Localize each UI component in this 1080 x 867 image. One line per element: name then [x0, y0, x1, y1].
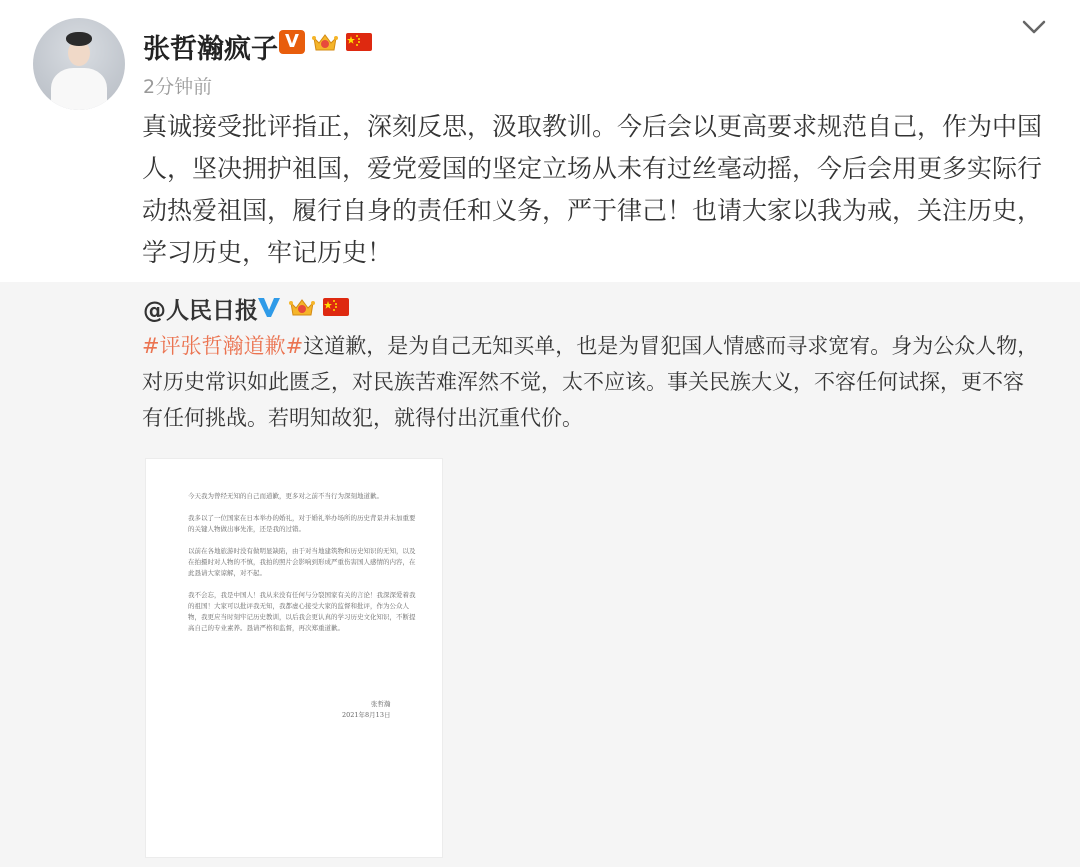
- post-card: [0, 0, 1080, 282]
- china-flag-icon[interactable]: [345, 30, 373, 54]
- china-flag-icon[interactable]: [322, 295, 350, 323]
- repost-body: 这道歉，是为自己无知买单，也是为冒犯国人情感而寻求宽宥。身为公众人物，对历史常识如此匮乏，对民族苦难浑然不觉，太不应该。事关民族大义，不容任何试探，更不容有任何挑战。若明知故犯，就得付出沉重代价。: [142, 334, 1039, 430]
- letter-body: 今天我为曾经无知的自己而道歉，更多对之前不当行为深刻地道歉。 我多以了一位国家在日本举办的婚礼，对于婚礼举办场所的历史背景并未加重要的关键人物做出事先准，还是我的过错。 以前在各地旅游时没有做明显缺陷，由于对当地建筑物和历史知识的无知，以及在拍摄时对人物的不慎，我拍的照片会影响到形成严重伤害国人感情的内容，在此恳请大家谅解，对不起。 我不会忘，我是中国人！我从来没有任何与分裂国家有关的言论！我深深爱着我的祖国！大家可以批评我无知，我都虚心接受大家的监督和批评，作为公众人物，我更应当时刻牢记历史教训，以后我会更认真的学习历史文化知识，不断提高自己的专业素养。恳请严格和监督，再次郑重道歉。: [188, 492, 416, 632]
- verified-blue-v-icon[interactable]: [256, 295, 282, 323]
- repost-author[interactable]: @人民日报: [143, 298, 258, 324]
- verified-orange-v-icon[interactable]: V: [279, 30, 305, 54]
- letter-image[interactable]: [145, 458, 443, 858]
- avatar[interactable]: [33, 18, 125, 110]
- chevron-down-icon[interactable]: [1022, 18, 1046, 36]
- user-badges: [279, 30, 373, 54]
- avatar-hair: [66, 32, 92, 46]
- avatar-body: [51, 68, 107, 110]
- crown-badge-icon[interactable]: [288, 295, 316, 323]
- post-timestamp: 2分钟前: [143, 76, 213, 98]
- username[interactable]: 张哲瀚疯子: [143, 34, 278, 65]
- repost-badges: [256, 295, 350, 323]
- crown-badge-icon[interactable]: [311, 30, 339, 54]
- post-text: 真诚接受批评指正，深刻反思，汲取教训。今后会以更高要求规范自己，作为中国人，坚决拥护祖国，爱党爱国的坚定立场从未有过丝毫动摇，今后会用更多实际行动热爱祖国，履行自身的责任和义务，严于律己！也请大家以我为戒，关注历史，学习历史，牢记历史！: [142, 112, 1043, 267]
- hashtag-link[interactable]: #评张哲瀚道歉#: [142, 334, 304, 358]
- letter-signature: 张哲瀚 2021年8月13日: [342, 700, 391, 719]
- repost-text: [142, 328, 1042, 436]
